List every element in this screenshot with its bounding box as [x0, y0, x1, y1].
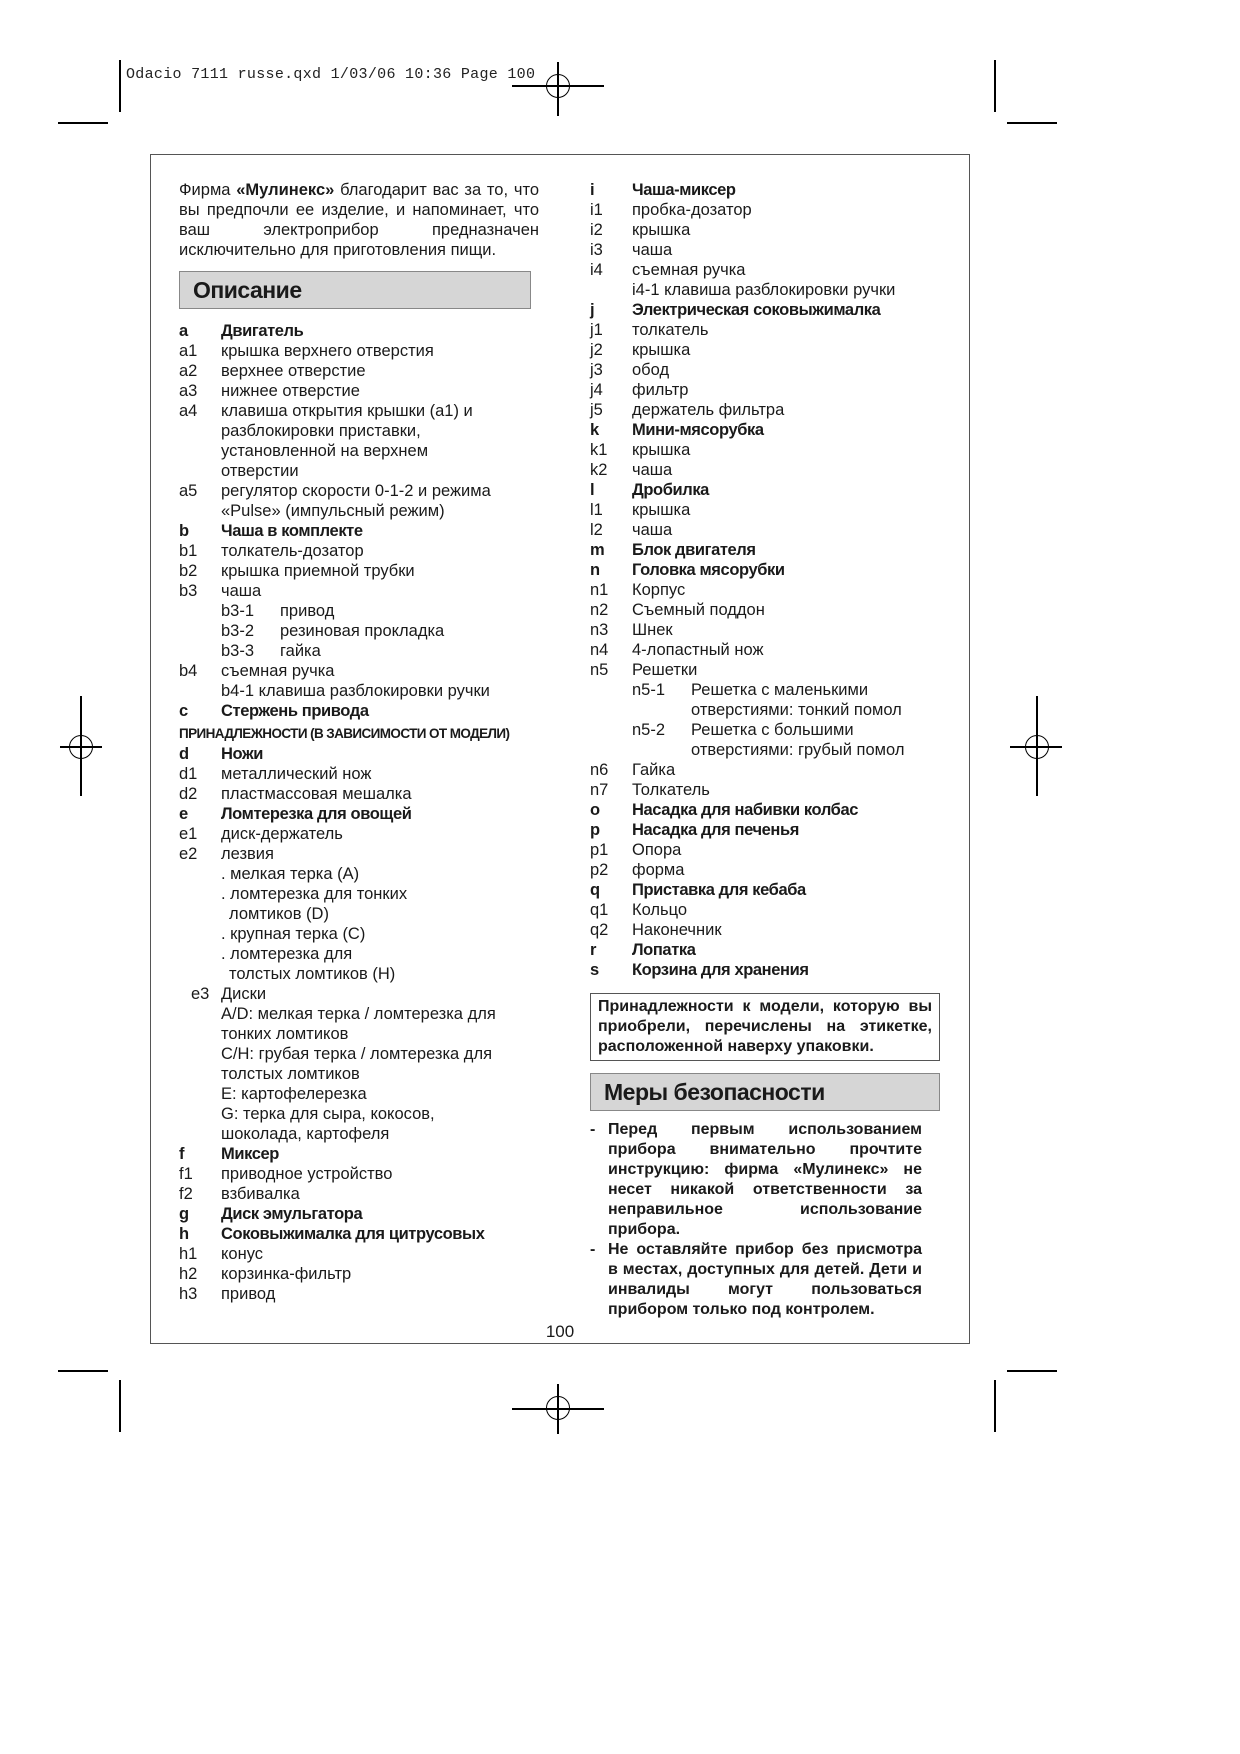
item-label: гайка: [280, 642, 321, 660]
parts-list-item: [179, 824, 539, 844]
parts-list-item: [590, 500, 940, 520]
item-label: G: терка для сыра, кокосов,: [221, 1105, 435, 1123]
item-label: Дробилка: [632, 481, 709, 499]
item-code: q: [590, 881, 600, 899]
item-code: a1: [179, 342, 198, 360]
item-code: j3: [590, 361, 603, 379]
parts-list-item: [179, 401, 539, 421]
item-label: Насадка для печенья: [632, 821, 799, 839]
item-label: Корзина для хранения: [632, 961, 809, 979]
item-label: крышка: [632, 341, 691, 359]
item-code: k: [590, 421, 599, 439]
item-code: d: [179, 745, 189, 763]
item-label: привод: [280, 602, 335, 620]
parts-list-item: [590, 300, 940, 320]
safety-heading: Меры безопасности: [590, 1073, 940, 1111]
parts-list-item: [590, 640, 940, 660]
item-code: l1: [590, 501, 603, 519]
item-label: Диски: [221, 985, 267, 1003]
item-label: чаша: [632, 521, 673, 539]
item-code: f: [179, 1145, 185, 1163]
item-label: клавиша открытия крышки (а1) и: [221, 402, 473, 420]
item-label: отверстиями: тонкий помол: [691, 701, 902, 719]
item-label: толстых ломтиков: [221, 1065, 360, 1083]
item-label: Решетка с маленькими: [691, 681, 869, 699]
item-code: n5-2: [632, 721, 666, 739]
item-label: шоколада, картофеля: [221, 1125, 390, 1143]
accessories-heading: ПРИНАДЛЕЖНОСТИ (В ЗАВИСИМОСТИ ОТ МОДЕЛИ): [179, 726, 510, 741]
parts-list-item: [179, 1184, 539, 1204]
item-label: корзинка-фильтр: [221, 1265, 352, 1283]
item-label: Приставка для кебаба: [632, 881, 806, 899]
item-label: Соковыжималка для цитрусовых: [221, 1225, 485, 1243]
item-code: i: [590, 181, 595, 199]
parts-list-item: [179, 1124, 539, 1144]
parts-list-item: [179, 321, 539, 341]
item-code: i3: [590, 241, 603, 259]
parts-list-item: [179, 764, 539, 784]
item-label: толстых ломтиков (Н): [229, 965, 396, 983]
item-label: съемная ручка: [632, 261, 746, 279]
item-label: Головка мясорубки: [632, 561, 785, 579]
item-label: A/D: мелкая терка / ломтерезка для: [221, 1005, 496, 1023]
item-code: p1: [590, 841, 609, 859]
item-label: крышка: [632, 221, 691, 239]
item-code: j2: [590, 341, 603, 359]
item-code: b1: [179, 542, 198, 560]
item-code: k2: [590, 461, 608, 479]
parts-list-item: [179, 641, 539, 661]
item-code: a3: [179, 382, 198, 400]
parts-list-item: [590, 780, 940, 800]
item-code: e3: [191, 985, 210, 1003]
item-label: Корпус: [632, 581, 686, 599]
parts-list-item: [590, 860, 940, 880]
item-code: i2: [590, 221, 603, 239]
item-code: e1: [179, 825, 198, 843]
parts-list-item: [590, 480, 940, 500]
item-code: h: [179, 1225, 189, 1243]
item-code: a4: [179, 402, 198, 420]
item-code: d1: [179, 765, 198, 783]
item-code: j5: [590, 401, 603, 419]
parts-list-right: [590, 180, 940, 980]
item-label: Ножи: [221, 745, 264, 763]
parts-list-item: [590, 760, 940, 780]
item-label: держатель фильтра: [632, 401, 785, 419]
description-heading: Описание: [179, 271, 531, 309]
item-label: обод: [632, 361, 670, 379]
item-code: j1: [590, 321, 603, 339]
parts-list-item: [590, 620, 940, 640]
parts-list-item: [179, 964, 539, 984]
parts-list-item: [590, 800, 940, 820]
item-label: толкатель-дозатор: [221, 542, 364, 560]
item-label: съемная ручка: [221, 662, 335, 680]
parts-list-left-accessories: [179, 744, 539, 1304]
item-label: чаша: [632, 461, 673, 479]
parts-list-item: [590, 600, 940, 620]
item-label: форма: [632, 861, 685, 879]
parts-list-item: [590, 720, 940, 740]
item-label: Кольцо: [632, 901, 688, 919]
item-code: a2: [179, 362, 198, 380]
parts-list-item: [179, 844, 539, 864]
item-label: Миксер: [221, 1145, 279, 1163]
item-label: приводное устройство: [221, 1165, 393, 1183]
item-label: пробка-дозатор: [632, 201, 752, 219]
parts-list-item: [179, 461, 539, 481]
item-label: конус: [221, 1245, 264, 1263]
item-code: p: [590, 821, 600, 839]
item-label: разблокировки приставки,: [221, 422, 421, 440]
parts-list-item: [179, 381, 539, 401]
parts-list-item: [179, 1224, 539, 1244]
item-code: q2: [590, 921, 609, 939]
item-code: c: [179, 702, 188, 720]
item-label: Гайка: [632, 761, 676, 779]
item-code: n4: [590, 641, 609, 659]
item-label: верхнее отверстие: [221, 362, 366, 380]
parts-list-item: [179, 864, 539, 884]
parts-list-item: [590, 220, 940, 240]
item-label: . ломтерезка для: [221, 945, 353, 963]
page-number: 100: [545, 1322, 575, 1341]
item-label: отверстиями: грубый помол: [691, 741, 905, 759]
item-label: C/H: грубая терка / ломтерезка для: [221, 1045, 493, 1063]
item-label: пластмассовая мешалка: [221, 785, 412, 803]
parts-list-left-main: [179, 321, 539, 721]
parts-list-item: [179, 681, 539, 701]
parts-list-item: [590, 680, 940, 700]
item-label: отверстии: [221, 462, 299, 480]
parts-list-item: [179, 621, 539, 641]
item-code: h2: [179, 1265, 198, 1283]
item-label: крышка: [632, 441, 691, 459]
parts-list-item: [590, 320, 940, 340]
item-code: n3: [590, 621, 609, 639]
item-code: n2: [590, 601, 609, 619]
parts-list-item: [179, 361, 539, 381]
item-code: q1: [590, 901, 609, 919]
item-label: Насадка для набивки колбас: [632, 801, 859, 819]
parts-list-item: [590, 520, 940, 540]
accessories-note: Принадлежности к модели, которую вы приобрели, перечислены на этикетке, расположенной наверху упаковки.: [590, 993, 940, 1061]
item-code: b3-1: [221, 602, 255, 620]
item-code: l: [590, 481, 595, 499]
parts-list-item: [179, 784, 539, 804]
left-column: [179, 180, 539, 1304]
item-label: фильтр: [632, 381, 689, 399]
parts-list-item: [179, 884, 539, 904]
item-label: регулятор скорости 0-1-2 и режима: [221, 482, 491, 500]
parts-list-item: [179, 1064, 539, 1084]
print-slug: Odacio 7111 russe.qxd 1/03/06 10:36 Page 100: [126, 66, 536, 83]
item-label: . крупная терка (С): [221, 925, 366, 943]
item-label: диск-держатель: [221, 825, 343, 843]
item-label: 4-лопастный нож: [632, 641, 764, 659]
item-label: Опора: [632, 841, 682, 859]
item-label: E: картофелерезка: [221, 1085, 367, 1103]
parts-list-item: [179, 661, 539, 681]
safety-bullet: - Не оставляйте прибор без присмотра в местах, доступных для детей. Дети и инвалиды могут пользоваться прибором только под контролем.: [590, 1241, 922, 1318]
item-code: b3: [179, 582, 198, 600]
item-code: r: [590, 941, 597, 959]
item-code: b: [179, 522, 189, 540]
safety-bullet: - Перед первым использованием прибора внимательно прочтите инструкцию: фирма «Мулинекс» не несет никакой ответственности за неправильное использование прибора.: [590, 1121, 922, 1238]
item-label: привод: [221, 1285, 276, 1303]
parts-list-item: [179, 944, 539, 964]
item-code: g: [179, 1205, 189, 1223]
intro-paragraph: Фирма «Мулинекс» благодарит вас за то, что вы предпочли ее изделие, и напоминает, что ваш электроприбор предназначен исключительно для приготовления пищи.: [179, 181, 539, 259]
parts-list-item: [590, 540, 940, 560]
parts-list-item: [179, 1204, 539, 1224]
parts-list-item: [179, 804, 539, 824]
item-code: n5-1: [632, 681, 666, 699]
item-label: Наконечник: [632, 921, 722, 939]
parts-list-item: [590, 560, 940, 580]
parts-list-item: [590, 580, 940, 600]
item-code: f2: [179, 1185, 193, 1203]
right-column: [590, 180, 940, 1320]
item-code: n5: [590, 661, 609, 679]
parts-list-item: [179, 1004, 539, 1024]
item-label: чаша: [632, 241, 673, 259]
item-label: . мелкая терка (А): [221, 865, 360, 883]
parts-list-item: [590, 700, 940, 720]
item-code: n7: [590, 781, 609, 799]
parts-list-item: [179, 341, 539, 361]
item-label: Мини-мясорубка: [632, 421, 764, 439]
parts-list-item: [590, 180, 940, 200]
parts-list-item: [590, 460, 940, 480]
parts-list-item: [590, 200, 940, 220]
parts-list-item: [179, 421, 539, 441]
parts-list-item: [590, 420, 940, 440]
parts-list-item: [179, 601, 539, 621]
item-label: Ломтерезка для овощей: [221, 805, 412, 823]
item-label: установленной на верхнем: [221, 442, 429, 460]
item-label: . ломтерезка для тонких: [221, 885, 408, 903]
item-code: i1: [590, 201, 603, 219]
item-code: f1: [179, 1165, 193, 1183]
item-code: b3-3: [221, 642, 255, 660]
parts-list-item: [590, 940, 940, 960]
parts-list-item: [590, 820, 940, 840]
parts-list-item: [590, 920, 940, 940]
item-label: металлический нож: [221, 765, 372, 783]
safety-bullets: [590, 1120, 940, 1320]
parts-list-item: [590, 660, 940, 680]
item-label: лезвия: [221, 845, 274, 863]
parts-list-item: [179, 501, 539, 521]
item-code: b2: [179, 562, 198, 580]
parts-list-item: [179, 1264, 539, 1284]
item-code: o: [590, 801, 600, 819]
item-label: Диск эмульгатора: [221, 1205, 363, 1223]
item-code: a5: [179, 482, 198, 500]
item-label: толкатель: [632, 321, 709, 339]
item-label: Решетка с большими: [691, 721, 854, 739]
parts-list-item: [590, 360, 940, 380]
item-code: h1: [179, 1245, 198, 1263]
parts-list-item: [179, 701, 539, 721]
item-label: ломтиков (D): [229, 905, 329, 923]
parts-list-item: [590, 240, 940, 260]
item-code: p2: [590, 861, 609, 879]
item-label: Съемный поддон: [632, 601, 765, 619]
parts-list-item: [179, 984, 539, 1004]
item-label: Шнек: [632, 621, 673, 639]
item-code: e2: [179, 845, 198, 863]
item-code: d2: [179, 785, 198, 803]
item-label: Толкатель: [632, 781, 710, 799]
parts-list-item: [590, 280, 940, 300]
parts-list-item: [590, 400, 940, 420]
item-code: j: [590, 301, 595, 319]
item-code: m: [590, 541, 605, 559]
item-code: b3-2: [221, 622, 255, 640]
item-label: тонких ломтиков: [221, 1025, 349, 1043]
parts-list-item: [179, 581, 539, 601]
parts-list-item: [590, 440, 940, 460]
parts-list-item: [179, 441, 539, 461]
parts-list-item: [179, 481, 539, 501]
parts-list-item: [590, 340, 940, 360]
parts-list-item: [179, 521, 539, 541]
item-code: b4: [179, 662, 198, 680]
parts-list-item: [179, 541, 539, 561]
parts-list-item: [590, 960, 940, 980]
parts-list-item: [179, 924, 539, 944]
item-label: Электрическая соковыжималка: [632, 301, 881, 319]
item-label: нижнее отверстие: [221, 382, 360, 400]
parts-list-item: [179, 1084, 539, 1104]
parts-list-item: [179, 1164, 539, 1184]
item-code: h3: [179, 1285, 198, 1303]
item-code: e: [179, 805, 188, 823]
parts-list-item: [179, 561, 539, 581]
item-code: j4: [590, 381, 603, 399]
item-label: крышка: [632, 501, 691, 519]
item-code: l2: [590, 521, 603, 539]
item-label: чаша: [221, 582, 262, 600]
item-label: Решетки: [632, 661, 698, 679]
parts-list-item: [179, 1284, 539, 1304]
parts-list-item: [590, 900, 940, 920]
item-code: a: [179, 322, 188, 340]
item-label: Блок двигателя: [632, 541, 756, 559]
item-label: b4-1 клавиша разблокировки ручки: [221, 682, 490, 700]
item-label: Стержень привода: [221, 702, 369, 720]
item-label: резиновая прокладка: [280, 622, 445, 640]
parts-list-item: [179, 1244, 539, 1264]
item-code: n1: [590, 581, 609, 599]
item-label: Чаша-миксер: [632, 181, 736, 199]
item-code: s: [590, 961, 599, 979]
parts-list-item: [179, 904, 539, 924]
item-label: Чаша в комплекте: [221, 522, 363, 540]
parts-list-item: [179, 1044, 539, 1064]
parts-list-item: [179, 1104, 539, 1124]
parts-list-item: [590, 260, 940, 280]
parts-list-item: [179, 744, 539, 764]
parts-list-item: [590, 740, 940, 760]
parts-list-item: [590, 380, 940, 400]
item-label: i4-1 клавиша разблокировки ручки: [632, 281, 896, 299]
item-code: n6: [590, 761, 609, 779]
item-code: n: [590, 561, 600, 579]
parts-list-item: [590, 840, 940, 860]
item-label: крышка приемной трубки: [221, 562, 415, 580]
parts-list-item: [179, 1144, 539, 1164]
item-label: Лопатка: [632, 941, 696, 959]
item-label: крышка верхнего отверстия: [221, 342, 434, 360]
item-code: k1: [590, 441, 608, 459]
item-label: Двигатель: [221, 322, 304, 340]
parts-list-item: [179, 1024, 539, 1044]
parts-list-item: [590, 880, 940, 900]
item-code: i4: [590, 261, 603, 279]
item-label: взбивалка: [221, 1185, 300, 1203]
item-label: «Pulse» (импульсный режим): [221, 502, 445, 520]
